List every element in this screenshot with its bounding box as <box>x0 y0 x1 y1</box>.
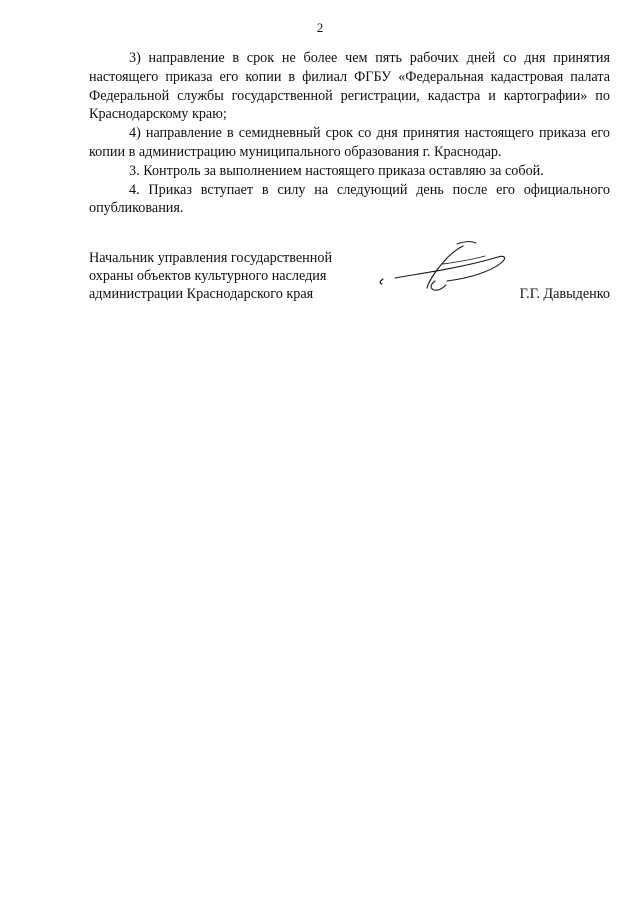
paragraph-clause-3: 3. Контроль за выполнением настоящего приказа оставляю за собой. <box>129 162 544 179</box>
handwritten-signature <box>373 238 513 304</box>
page-number: 2 <box>316 20 324 35</box>
signer-title-line: Начальник управления государственной <box>89 250 333 266</box>
signer-title-line: охраны объектов культурного наследия <box>89 267 327 284</box>
document-body <box>89 49 610 218</box>
paragraph-clause-4: 4. Приказ вступает в силу на следующий день после его официального опубликования. <box>89 181 610 217</box>
signer-name: Г.Г. Давыденко <box>519 286 610 302</box>
paragraph-item-3: 3) направление в срок не более чем пять рабочих дней со дня принятия настоящего приказа его копии в филиал ФГБУ «Федеральная кадастровая палата Федеральной службы государственной регистрации, кадастра и картографии» по Краснодарскому краю; <box>89 50 610 123</box>
signature-block <box>89 250 610 310</box>
signer-title <box>89 250 332 303</box>
signer-title-line: администрации Краснодарского края <box>89 285 314 302</box>
paragraph-item-4: 4) направление в семидневный срок со дня принятия настоящего приказа его копии в администрацию муниципального образования г. Краснодар. <box>89 125 610 160</box>
